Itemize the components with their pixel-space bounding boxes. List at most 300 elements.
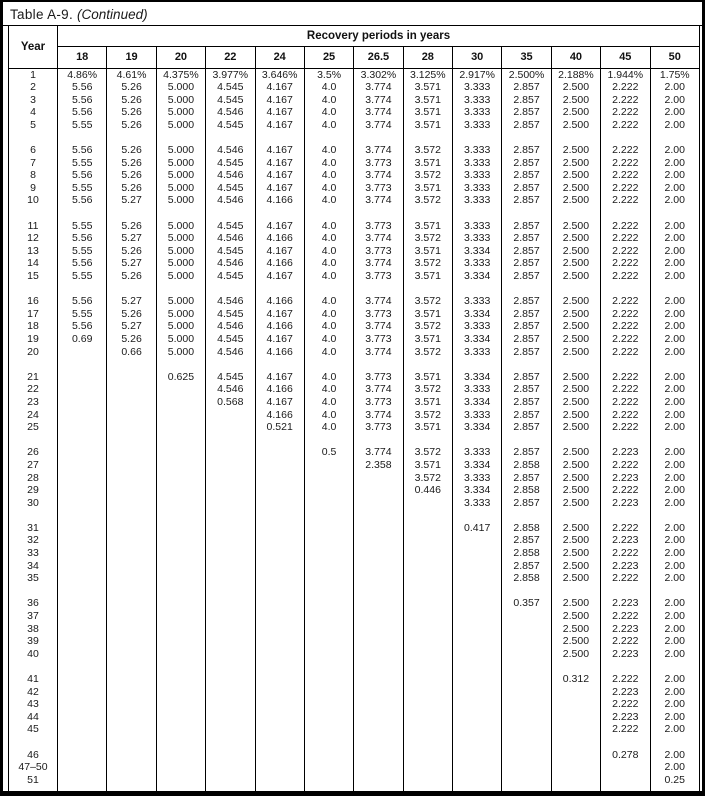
value-cell xyxy=(107,509,156,522)
year-cell: 19 xyxy=(9,333,58,346)
value-cell: 3.572 xyxy=(403,346,452,359)
value-cell xyxy=(206,774,255,787)
value-cell xyxy=(107,635,156,648)
value-cell: 0.278 xyxy=(601,749,650,762)
value-cell xyxy=(502,131,551,144)
year-cell: 10 xyxy=(9,194,58,207)
value-cell: 4.546 xyxy=(206,194,255,207)
value-cell: 4.0 xyxy=(304,308,353,321)
value-cell: 2.00 xyxy=(650,597,700,610)
value-cell: 3.774 xyxy=(354,295,403,308)
value-cell: 2.00 xyxy=(650,320,700,333)
value-cell xyxy=(453,434,502,447)
value-cell xyxy=(255,610,304,623)
value-cell: 2.222 xyxy=(601,409,650,422)
value-cell xyxy=(403,736,452,749)
value-cell xyxy=(502,610,551,623)
value-cell xyxy=(601,207,650,220)
value-cell xyxy=(453,698,502,711)
value-cell: 2.500 xyxy=(551,346,600,359)
value-cell xyxy=(453,660,502,673)
value-cell: 2.00 xyxy=(650,346,700,359)
value-cell: 2.222 xyxy=(601,320,650,333)
value-cell xyxy=(58,131,107,144)
table-row xyxy=(9,446,700,459)
value-cell xyxy=(58,446,107,459)
value-cell xyxy=(255,547,304,560)
value-cell: 2.500 xyxy=(551,220,600,233)
value-cell xyxy=(453,358,502,371)
value-cell xyxy=(107,207,156,220)
value-cell xyxy=(107,446,156,459)
value-cell xyxy=(304,207,353,220)
value-cell xyxy=(453,749,502,762)
value-cell xyxy=(255,761,304,774)
value-cell: 5.26 xyxy=(107,94,156,107)
value-cell xyxy=(156,283,205,296)
value-cell xyxy=(206,648,255,661)
value-cell: 5.26 xyxy=(107,308,156,321)
value-cell: 2.857 xyxy=(502,270,551,283)
value-cell: 4.166 xyxy=(255,320,304,333)
value-cell: 2.00 xyxy=(650,761,700,774)
value-cell xyxy=(58,434,107,447)
value-cell: 5.56 xyxy=(58,144,107,157)
value-cell: 3.333 xyxy=(453,383,502,396)
value-cell: 5.000 xyxy=(156,169,205,182)
value-cell: 4.0 xyxy=(304,421,353,434)
value-cell xyxy=(255,749,304,762)
value-cell: 3.333 xyxy=(453,346,502,359)
value-cell xyxy=(206,635,255,648)
value-cell xyxy=(206,585,255,598)
value-cell xyxy=(206,534,255,547)
value-cell xyxy=(58,421,107,434)
value-cell: 2.857 xyxy=(502,169,551,182)
value-cell xyxy=(354,723,403,736)
value-cell xyxy=(354,207,403,220)
value-cell xyxy=(354,560,403,573)
value-cell: 4.167 xyxy=(255,119,304,132)
value-cell: 5.55 xyxy=(58,308,107,321)
value-cell: 2.222 xyxy=(601,81,650,94)
value-cell: 3.774 xyxy=(354,106,403,119)
value-cell xyxy=(107,547,156,560)
value-cell xyxy=(58,534,107,547)
table-row xyxy=(9,711,700,724)
year-cell: 30 xyxy=(9,497,58,510)
value-cell xyxy=(255,358,304,371)
value-cell: 2.500 xyxy=(551,610,600,623)
value-cell: 2.00 xyxy=(650,245,700,258)
value-cell xyxy=(453,534,502,547)
value-cell: 4.167 xyxy=(255,94,304,107)
value-cell: 2.857 xyxy=(502,383,551,396)
year-cell: 2 xyxy=(9,81,58,94)
value-cell xyxy=(354,774,403,787)
period-column-header: 18 xyxy=(58,46,107,68)
value-cell: 3.334 xyxy=(453,270,502,283)
value-cell: 2.500 xyxy=(551,522,600,535)
value-cell xyxy=(551,131,600,144)
value-cell: 2.222 xyxy=(601,421,650,434)
value-cell xyxy=(354,283,403,296)
value-cell: 2.00 xyxy=(650,333,700,346)
year-cell: 37 xyxy=(9,610,58,623)
value-cell: 2.500 xyxy=(551,446,600,459)
value-cell xyxy=(551,686,600,699)
group-gap-row xyxy=(9,131,700,144)
value-cell xyxy=(502,749,551,762)
value-cell xyxy=(58,459,107,472)
value-cell: 2.500 xyxy=(551,459,600,472)
value-cell: 5.26 xyxy=(107,182,156,195)
value-cell xyxy=(403,434,452,447)
value-cell: 2.222 xyxy=(601,119,650,132)
value-cell xyxy=(58,711,107,724)
value-cell xyxy=(304,509,353,522)
value-cell xyxy=(650,509,700,522)
value-cell xyxy=(502,786,551,791)
value-cell xyxy=(354,711,403,724)
table-row xyxy=(9,484,700,497)
value-cell: 5.000 xyxy=(156,144,205,157)
group-gap-row xyxy=(9,660,700,673)
value-cell xyxy=(255,534,304,547)
value-cell xyxy=(58,597,107,610)
value-cell xyxy=(304,761,353,774)
value-cell: 4.0 xyxy=(304,257,353,270)
value-cell xyxy=(551,786,600,791)
value-cell xyxy=(107,761,156,774)
value-cell: 5.56 xyxy=(58,194,107,207)
value-cell: 3.774 xyxy=(354,119,403,132)
period-column-header: 28 xyxy=(403,46,452,68)
value-cell: 5.000 xyxy=(156,232,205,245)
value-cell xyxy=(206,131,255,144)
value-cell: 3.572 xyxy=(403,257,452,270)
value-cell xyxy=(156,698,205,711)
value-cell xyxy=(453,610,502,623)
value-cell xyxy=(304,686,353,699)
value-cell xyxy=(453,648,502,661)
value-cell: 2.500 xyxy=(551,421,600,434)
year-cell: 28 xyxy=(9,472,58,485)
value-cell xyxy=(650,786,700,791)
value-cell xyxy=(551,774,600,787)
value-cell xyxy=(551,434,600,447)
value-cell: 2.00 xyxy=(650,232,700,245)
value-cell: 4.545 xyxy=(206,333,255,346)
value-cell: 5.56 xyxy=(58,169,107,182)
value-cell: 5.26 xyxy=(107,245,156,258)
value-cell xyxy=(58,610,107,623)
value-cell xyxy=(156,711,205,724)
value-cell: 2.222 xyxy=(601,144,650,157)
value-cell xyxy=(453,761,502,774)
year-cell: 35 xyxy=(9,572,58,585)
value-cell: 2.500 xyxy=(551,560,600,573)
table-row xyxy=(9,68,700,81)
table-title-main: Table A-9. xyxy=(10,7,74,22)
value-cell: 4.167 xyxy=(255,157,304,170)
period-column-header: 22 xyxy=(206,46,255,68)
value-cell: 4.0 xyxy=(304,346,353,359)
value-cell: 2.00 xyxy=(650,396,700,409)
year-cell: 32 xyxy=(9,534,58,547)
value-cell: 5.26 xyxy=(107,157,156,170)
value-cell: 2.857 xyxy=(502,94,551,107)
header-span-row xyxy=(9,26,700,46)
value-cell: 2.00 xyxy=(650,220,700,233)
value-cell: 4.86% xyxy=(58,68,107,81)
value-cell: 5.55 xyxy=(58,270,107,283)
value-cell xyxy=(601,736,650,749)
value-cell xyxy=(156,786,205,791)
value-cell xyxy=(206,610,255,623)
value-cell: 3.572 xyxy=(403,472,452,485)
value-cell: 2.00 xyxy=(650,723,700,736)
value-cell xyxy=(107,522,156,535)
value-cell: 5.55 xyxy=(58,182,107,195)
value-cell: 3.572 xyxy=(403,194,452,207)
value-cell xyxy=(304,534,353,547)
value-cell xyxy=(403,660,452,673)
value-cell xyxy=(58,723,107,736)
value-cell xyxy=(206,446,255,459)
value-cell xyxy=(58,686,107,699)
value-cell: 2.500% xyxy=(502,68,551,81)
value-cell: 3.774 xyxy=(354,383,403,396)
value-cell xyxy=(58,547,107,560)
group-gap-row xyxy=(9,736,700,749)
value-cell xyxy=(304,459,353,472)
value-cell xyxy=(58,623,107,636)
year-cell xyxy=(9,434,58,447)
value-cell: 2.223 xyxy=(601,623,650,636)
value-cell xyxy=(551,358,600,371)
value-cell: 3.334 xyxy=(453,333,502,346)
table-row xyxy=(9,472,700,485)
table-row xyxy=(9,497,700,510)
value-cell: 2.857 xyxy=(502,81,551,94)
value-cell: 3.774 xyxy=(354,194,403,207)
year-cell: 9 xyxy=(9,182,58,195)
value-cell xyxy=(107,673,156,686)
value-cell xyxy=(58,774,107,787)
year-cell: 44 xyxy=(9,711,58,724)
value-cell xyxy=(650,131,700,144)
value-cell: 3.571 xyxy=(403,157,452,170)
value-cell: 4.166 xyxy=(255,383,304,396)
value-cell xyxy=(107,572,156,585)
value-cell xyxy=(403,698,452,711)
value-cell xyxy=(601,660,650,673)
value-cell xyxy=(403,648,452,661)
value-cell xyxy=(58,736,107,749)
value-cell: 3.773 xyxy=(354,245,403,258)
value-cell: 4.545 xyxy=(206,245,255,258)
period-column-header: 45 xyxy=(601,46,650,68)
value-cell: 2.857 xyxy=(502,333,551,346)
value-cell xyxy=(107,358,156,371)
value-cell xyxy=(650,358,700,371)
value-cell: 4.545 xyxy=(206,371,255,384)
value-cell: 2.00 xyxy=(650,623,700,636)
value-cell xyxy=(156,522,205,535)
year-cell: 39 xyxy=(9,635,58,648)
value-cell: 4.166 xyxy=(255,194,304,207)
value-cell: 2.00 xyxy=(650,560,700,573)
value-cell: 3.773 xyxy=(354,421,403,434)
value-cell: 3.333 xyxy=(453,144,502,157)
value-cell: 4.545 xyxy=(206,182,255,195)
value-cell xyxy=(502,358,551,371)
value-cell: 2.00 xyxy=(650,409,700,422)
value-cell xyxy=(206,497,255,510)
value-cell xyxy=(58,358,107,371)
table-row xyxy=(9,257,700,270)
value-cell xyxy=(453,547,502,560)
value-cell xyxy=(107,597,156,610)
value-cell: 2.500 xyxy=(551,484,600,497)
value-cell: 2.222 xyxy=(601,245,650,258)
value-cell xyxy=(107,371,156,384)
value-cell xyxy=(304,660,353,673)
value-cell: 2.188% xyxy=(551,68,600,81)
value-cell xyxy=(156,635,205,648)
value-cell xyxy=(403,635,452,648)
table-title xyxy=(3,2,702,26)
value-cell: 0.446 xyxy=(403,484,452,497)
value-cell xyxy=(255,786,304,791)
value-cell xyxy=(601,358,650,371)
value-cell xyxy=(304,635,353,648)
year-cell: 16 xyxy=(9,295,58,308)
value-cell: 4.167 xyxy=(255,169,304,182)
table-row xyxy=(9,194,700,207)
table-row xyxy=(9,308,700,321)
value-cell xyxy=(107,749,156,762)
table-row xyxy=(9,371,700,384)
value-cell xyxy=(255,648,304,661)
value-cell xyxy=(304,472,353,485)
value-cell: 2.857 xyxy=(502,560,551,573)
value-cell: 3.5% xyxy=(304,68,353,81)
value-cell: 4.545 xyxy=(206,220,255,233)
value-cell: 4.0 xyxy=(304,396,353,409)
value-cell: 2.857 xyxy=(502,232,551,245)
value-cell: 4.0 xyxy=(304,220,353,233)
value-cell xyxy=(58,346,107,359)
value-cell: 2.857 xyxy=(502,182,551,195)
value-cell xyxy=(354,534,403,547)
value-cell xyxy=(58,761,107,774)
value-cell xyxy=(304,560,353,573)
value-cell: 2.00 xyxy=(650,698,700,711)
value-cell xyxy=(354,597,403,610)
value-cell xyxy=(58,522,107,535)
year-cell: 40 xyxy=(9,648,58,661)
value-cell: 4.0 xyxy=(304,106,353,119)
value-cell xyxy=(551,723,600,736)
value-cell xyxy=(255,585,304,598)
value-cell xyxy=(403,623,452,636)
value-cell xyxy=(156,686,205,699)
table-row xyxy=(9,459,700,472)
value-cell xyxy=(107,421,156,434)
value-cell: 4.0 xyxy=(304,245,353,258)
value-cell xyxy=(206,786,255,791)
value-cell: 2.222 xyxy=(601,157,650,170)
value-cell: 3.773 xyxy=(354,396,403,409)
value-cell xyxy=(601,585,650,598)
value-cell xyxy=(453,635,502,648)
value-cell xyxy=(304,749,353,762)
value-cell: 3.333 xyxy=(453,157,502,170)
value-cell: 5.27 xyxy=(107,320,156,333)
value-cell: 2.00 xyxy=(650,308,700,321)
value-cell xyxy=(107,131,156,144)
value-cell: 2.00 xyxy=(650,686,700,699)
value-cell xyxy=(156,396,205,409)
table-row xyxy=(9,245,700,258)
value-cell xyxy=(304,786,353,791)
value-cell: 4.167 xyxy=(255,245,304,258)
value-cell xyxy=(206,723,255,736)
year-cell: 8 xyxy=(9,169,58,182)
table-row xyxy=(9,522,700,535)
value-cell xyxy=(304,736,353,749)
value-cell: 2.500 xyxy=(551,497,600,510)
value-cell: 2.222 xyxy=(601,308,650,321)
value-cell xyxy=(304,522,353,535)
value-cell: 4.545 xyxy=(206,94,255,107)
value-cell: 2.222 xyxy=(601,547,650,560)
year-cell: 41 xyxy=(9,673,58,686)
value-cell: 4.0 xyxy=(304,157,353,170)
table-row xyxy=(9,698,700,711)
value-cell: 2.222 xyxy=(601,723,650,736)
table-row xyxy=(9,182,700,195)
value-cell: 5.26 xyxy=(107,81,156,94)
value-cell xyxy=(255,623,304,636)
value-cell: 1.75% xyxy=(650,68,700,81)
period-column-header: 26.5 xyxy=(354,46,403,68)
value-cell xyxy=(304,497,353,510)
value-cell xyxy=(156,749,205,762)
value-cell: 3.334 xyxy=(453,396,502,409)
value-cell: 2.222 xyxy=(601,257,650,270)
value-cell: 5.000 xyxy=(156,94,205,107)
value-cell xyxy=(551,585,600,598)
filler-row xyxy=(9,786,700,791)
value-cell: 3.774 xyxy=(354,94,403,107)
value-cell: 2.500 xyxy=(551,144,600,157)
value-cell xyxy=(255,635,304,648)
value-cell xyxy=(502,698,551,711)
value-cell xyxy=(255,711,304,724)
value-cell xyxy=(354,736,403,749)
value-cell xyxy=(156,761,205,774)
value-cell xyxy=(156,358,205,371)
value-cell: 2.857 xyxy=(502,157,551,170)
value-cell xyxy=(403,786,452,791)
value-cell xyxy=(156,736,205,749)
year-cell: 3 xyxy=(9,94,58,107)
value-cell xyxy=(453,623,502,636)
value-cell: 3.334 xyxy=(453,371,502,384)
